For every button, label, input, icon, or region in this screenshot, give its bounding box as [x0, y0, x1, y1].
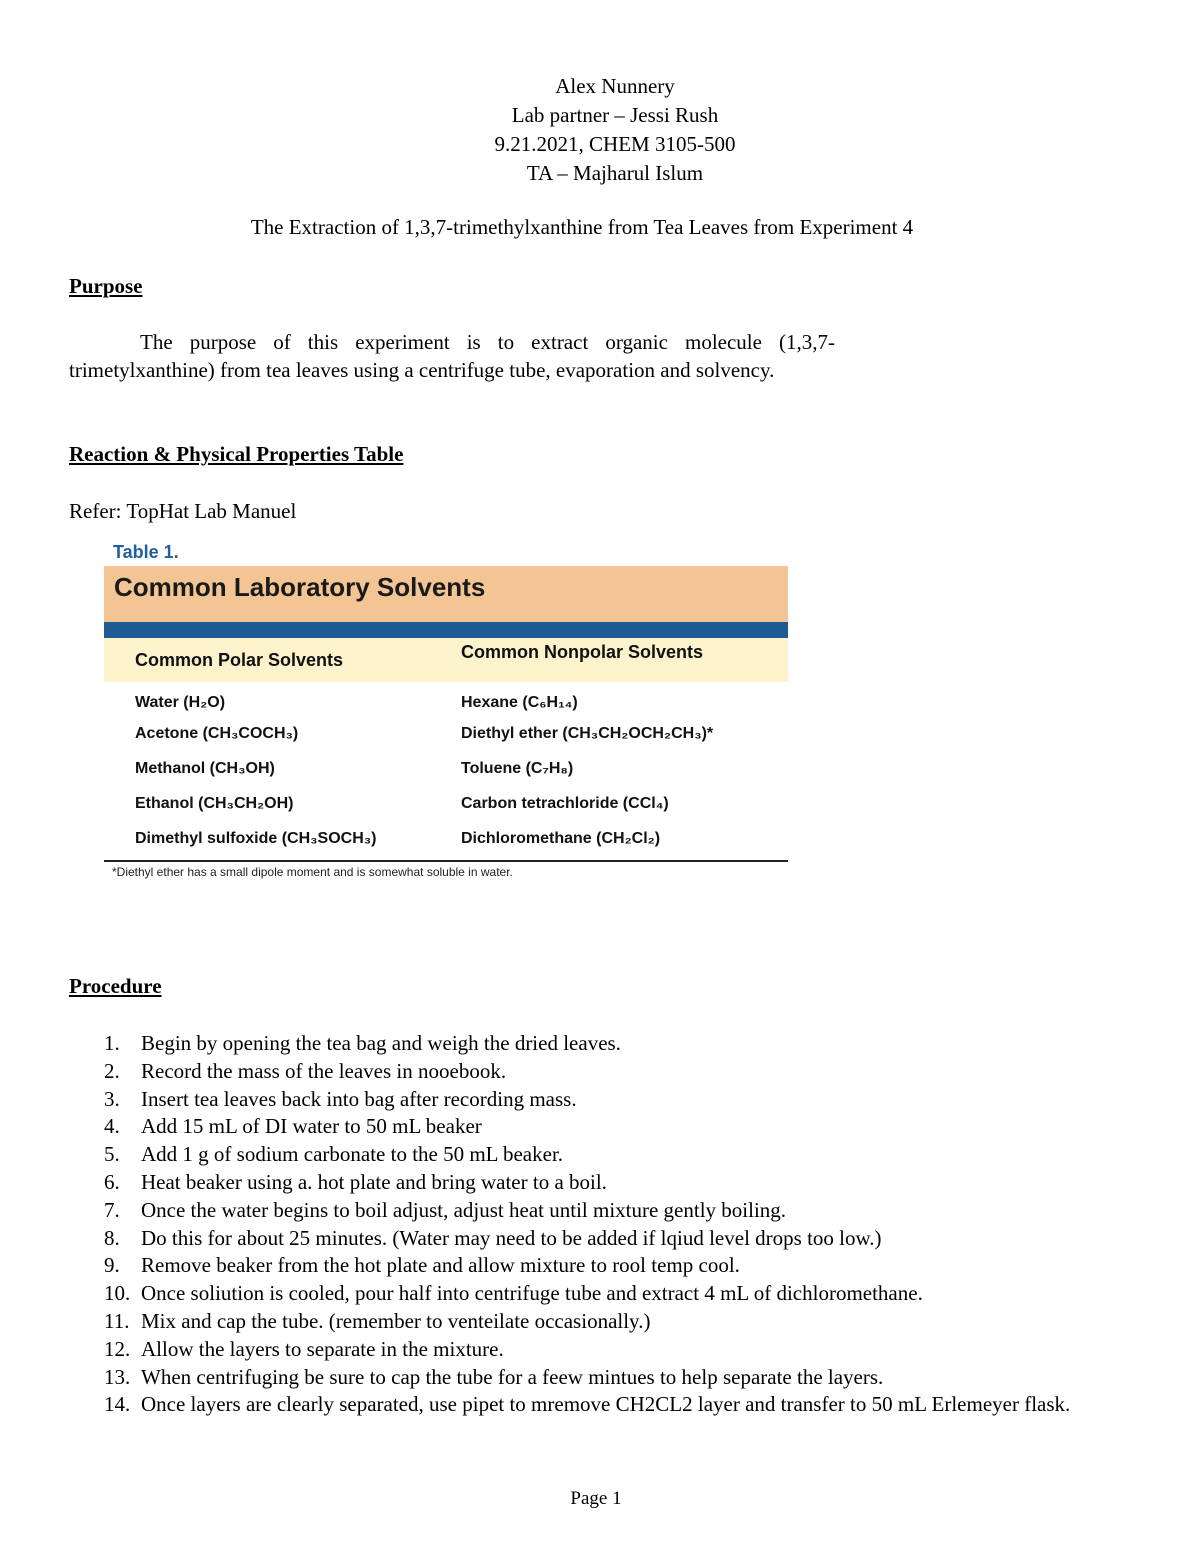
step-number: 8.: [104, 1225, 120, 1250]
document-title: The Extraction of 1,3,7-trimethylxanthine from Tea Leaves from Experiment 4: [250, 215, 914, 239]
table-title: Common Laboratory Solvents: [114, 572, 486, 602]
step-number: 11.: [104, 1308, 130, 1333]
nonpolar-solvent: Hexane (C₆H₁₄): [461, 694, 578, 711]
step-text: Allow the layers to separate in the mixture.: [141, 1336, 504, 1361]
step-number: 9.: [104, 1253, 120, 1278]
procedure-step: [104, 1086, 1144, 1114]
step-number: 1.: [104, 1031, 120, 1055]
step-number: 6.: [104, 1169, 120, 1194]
procedure-step: [104, 1113, 1144, 1141]
table-bottom-rule: [104, 860, 788, 862]
step-text: Record the mass of the leaves in nooebook.: [141, 1058, 507, 1083]
nonpolar-solvent: Dichloromethane (CH₂Cl₂): [461, 830, 661, 847]
step-number: 10.: [104, 1281, 131, 1306]
nonpolar-header: Common Nonpolar Solvents: [461, 642, 704, 662]
refer-text: Refer: TopHat Lab Manuel: [69, 499, 297, 523]
procedure-step: [104, 1197, 1144, 1225]
procedure-list: [104, 1030, 1144, 1419]
step-text: Add 1 g of sodium carbonate to the 50 mL beaker.: [141, 1142, 564, 1167]
step-text: Mix and cap the tube. (remember to venteilate occasionally.): [141, 1308, 651, 1333]
procedure-heading: Procedure: [69, 974, 162, 998]
author-name: Alex Nunnery: [555, 74, 675, 98]
polar-solvent: Acetone (CH₃COCH₃): [135, 725, 299, 742]
reaction-heading: Reaction & Physical Properties Table: [69, 442, 404, 466]
polar-solvent: Ethanol (CH₃CH₂OH): [135, 795, 294, 812]
step-number: 2.: [104, 1058, 120, 1083]
step-text: Insert tea leaves back into bag after recording mass.: [141, 1086, 577, 1111]
step-text: When centrifuging be sure to cap the tube for a feew mintues to help separate the layers.: [141, 1364, 884, 1389]
nonpolar-solvent: Carbon tetrachloride (CCl₄): [461, 795, 669, 812]
purpose-text: The purpose of this experiment is to extract organic molecule (1,3,7-trimetylxanthine) from tea leaves using a centrifuge tube, evaporation and solvency.: [69, 330, 835, 382]
document-header: [0, 72, 1200, 188]
step-number: 12.: [104, 1336, 131, 1361]
procedure-step: [104, 1308, 1144, 1336]
procedure-step: [104, 1058, 1144, 1086]
step-text: Remove beaker from the hot plate and allow mixture to rool temp cool.: [141, 1253, 740, 1278]
procedure-step: [104, 1252, 1144, 1280]
date-course: 9.21.2021, CHEM 3105-500: [494, 132, 736, 156]
step-text: Begin by opening the tea bag and weigh the dried leaves.: [141, 1031, 621, 1055]
purpose-heading: Purpose: [69, 274, 143, 298]
table-footnote: *Diethyl ether has a small dipole moment and is somewhat soluble in water.: [112, 865, 513, 879]
table-blue-band: [104, 622, 788, 638]
step-text: Do this for about 25 minutes. (Water may need to be added if lqiud level drops too low.): [141, 1225, 882, 1250]
step-number: 14.: [104, 1392, 131, 1417]
procedure-step: [104, 1391, 1144, 1419]
step-number: 4.: [104, 1114, 120, 1139]
step-number: 13.: [104, 1364, 131, 1389]
teaching-assistant: TA – Majharul Islum: [526, 161, 704, 185]
procedure-step: [104, 1141, 1144, 1169]
polar-solvent: Water (H₂O): [135, 694, 226, 711]
polar-solvent: Dimethyl sulfoxide (CH₃SOCH₃): [135, 830, 377, 847]
procedure-step: [104, 1169, 1144, 1197]
step-text: Add 15 mL of DI water to 50 mL beaker: [141, 1114, 482, 1139]
nonpolar-solvent: Diethyl ether (CH₃CH₂OCH₂CH₃)*: [461, 725, 714, 742]
nonpolar-solvent: Toluene (C₇H₈): [461, 760, 574, 777]
polar-header: Common Polar Solvents: [135, 650, 344, 670]
procedure-step: [104, 1225, 1144, 1253]
procedure-step: [104, 1364, 1144, 1392]
table-label: Table 1.: [113, 542, 179, 562]
step-number: 5.: [104, 1142, 120, 1167]
page-number: Page 1: [570, 1488, 622, 1509]
procedure-step: [104, 1030, 1144, 1058]
step-text: Once soliution is cooled, pour half into centrifuge tube and extract 4 mL of dichloromethane.: [141, 1281, 923, 1306]
step-number: 3.: [104, 1086, 120, 1111]
step-text: Once the water begins to boil adjust, adjust heat until mixture gently boiling.: [141, 1197, 787, 1222]
step-text: Once layers are clearly separated, use pipet to mremove CH2CL2 layer and transfer to 50 mL Erlemeyer flask.: [141, 1392, 1071, 1417]
procedure-step: [104, 1336, 1144, 1364]
step-text: Heat beaker using a. hot plate and bring water to a boil.: [141, 1169, 607, 1194]
lab-partner: Lab partner – Jessi Rush: [511, 103, 719, 127]
polar-solvent: Methanol (CH₃OH): [135, 760, 275, 777]
procedure-step: [104, 1280, 1144, 1308]
step-number: 7.: [104, 1197, 120, 1222]
